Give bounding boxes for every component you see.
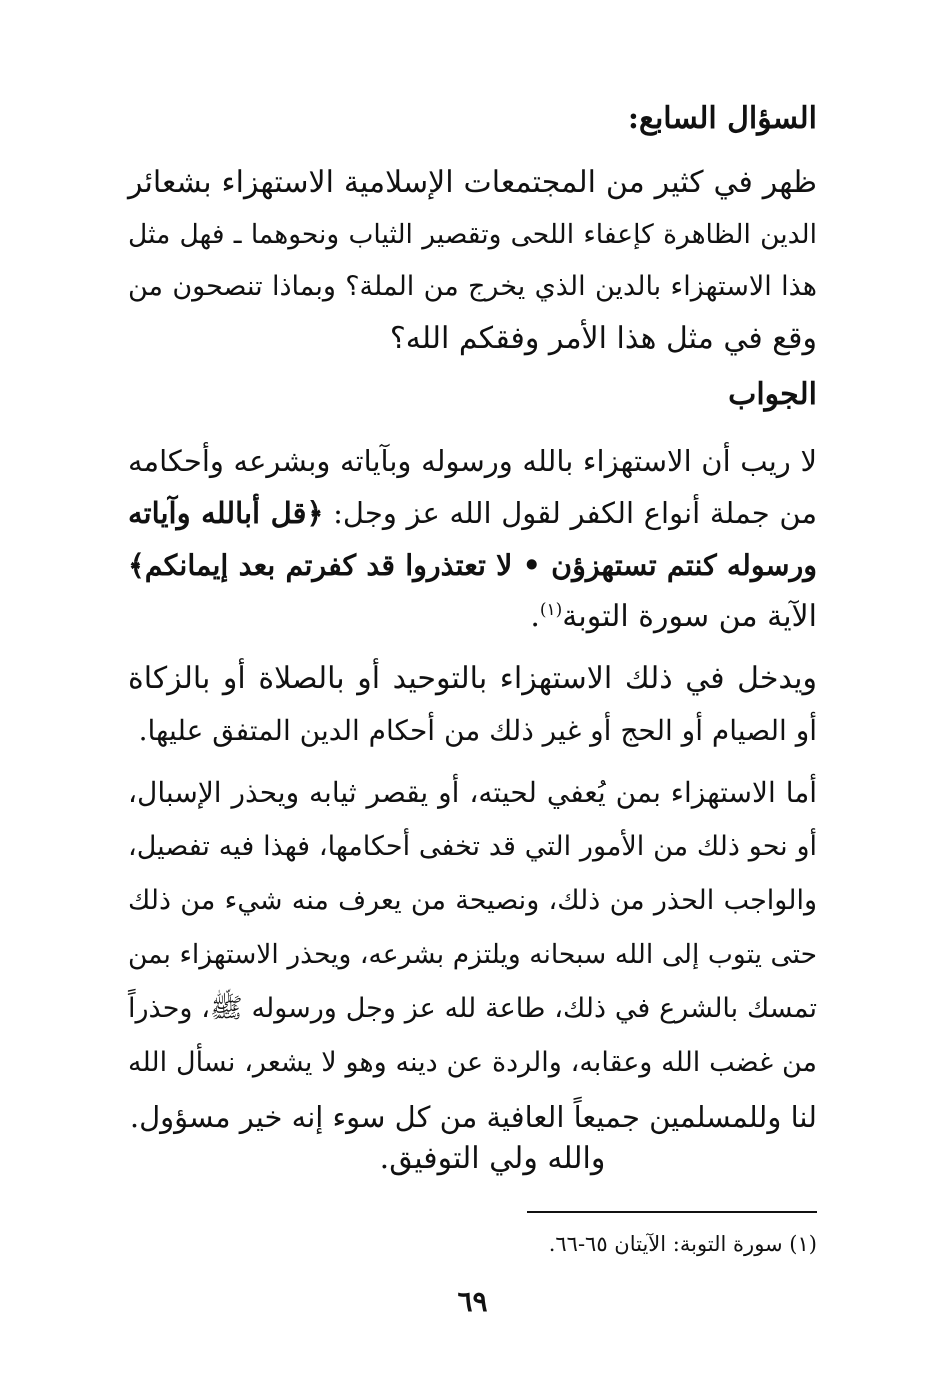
- footnote-ref: (١): [539, 600, 563, 620]
- answer-p3-line-1: أما الاستهزاء بمن يُعفي لحيته، أو يقصر ثيابه ويحذر الإسبال،: [128, 776, 817, 809]
- p1-line4-end: .: [530, 599, 540, 634]
- footnote: (١) سورة التوبة: الآيتان ٦٥-٦٦.: [548, 1232, 817, 1256]
- answer-p3-line-5: تمسك بالشرع في ذلك، طاعة لله عز وجل ورسوله ﷺ، وحذراً: [128, 993, 817, 1024]
- answer-p1-line-1: لا ريب أن الاستهزاء بالله ورسوله وبآياته وبشرعه وأحكامه: [128, 444, 817, 478]
- answer-p1-line-4: [530, 592, 817, 642]
- question-line-3: هذا الاستهزاء بالدين الذي يخرج من الملة؟ وبماذا تنصحون من: [128, 271, 817, 302]
- page-number: ٦٩: [457, 1285, 488, 1318]
- p1-line4-text: الآية من سورة التوبة: [562, 599, 817, 634]
- answer-p3-line-4: حتى يتوب إلى الله سبحانه ويلتزم بشرعه، ويحذر الاستهزاء بمن: [128, 939, 817, 970]
- answer-p3-line-3: والواجب الحذر من ذلك، ونصيحة من يعرف منه شيء من ذلك: [128, 885, 817, 916]
- answer-p2-line-2: أو الصيام أو الحج أو غير ذلك من أحكام الدين المتفق عليها.: [138, 714, 817, 747]
- question-line-4: وقع في مثل هذا الأمر وفقكم الله؟: [389, 321, 817, 356]
- p1-line2-text: من جملة أنواع الكفر لقول الله عز وجل:: [323, 496, 817, 530]
- answer-heading: الجواب: [728, 377, 817, 412]
- answer-p1-line-2: [128, 488, 817, 538]
- quran-quote-end: ورسوله كنتم تستهزؤن • لا تعتذروا قد كفرتم بعد إيمانكم﴾: [128, 548, 817, 582]
- footnote-divider: [527, 1211, 817, 1213]
- answer-p3-line-2: أو نحو ذلك من الأمور التي قد تخفى أحكامها، فهذا فيه تفصيل،: [128, 831, 817, 862]
- question-heading: السؤال السابع:: [627, 101, 817, 136]
- question-line-1: ظهر في كثير من المجتمعات الإسلامية الاستهزاء بشعائر: [128, 165, 817, 200]
- answer-p3-line-7: لنا وللمسلمين جميعاً العافية من كل سوء إنه خير مسؤول.: [129, 1100, 817, 1134]
- answer-p2-line-1: ويدخل في ذلك الاستهزاء بالتوحيد أو بالصلاة أو بالزكاة: [128, 661, 817, 696]
- question-line-2: الدين الظاهرة كإعفاء اللحى وتقصير الثياب ونحوهما ـ فهل مثل: [128, 219, 817, 250]
- answer-p3-line-6: من غضب الله وعقابه، والردة عن دينه وهو لا يشعر، نسأل الله: [128, 1047, 817, 1078]
- quran-quote-start: ﴿قل أبالله وآياته: [128, 496, 324, 530]
- closing-line: والله ولي التوفيق.: [379, 1141, 606, 1176]
